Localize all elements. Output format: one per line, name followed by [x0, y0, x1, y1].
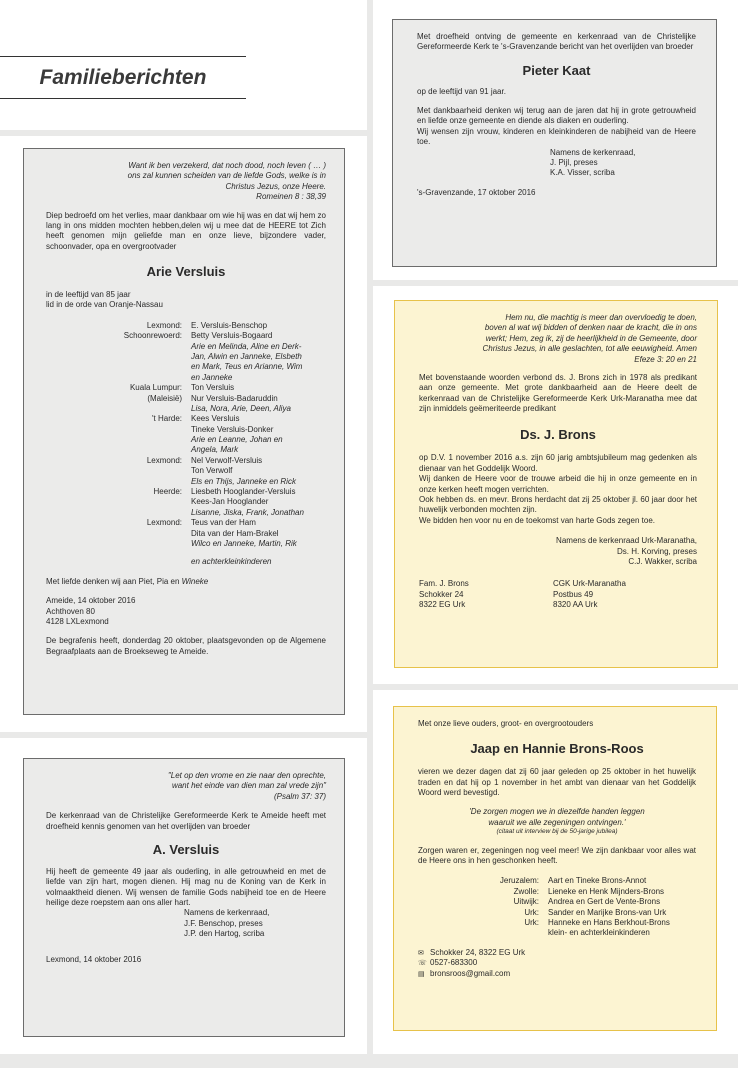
intro-text: Met droefheid ontving de gemeente en kerkenraad van de Christelijke Gereformeerde Kerk te 's-Gravenzande bericht van het overlijden van broeder [417, 32, 696, 52]
honoree-name: Ds. J. Brons [520, 426, 596, 442]
honor-text: lid in de orde van Oranje-Nassau [46, 300, 163, 310]
mail-envelope-icon: ✉ [418, 949, 424, 957]
body-text-1: op D.V. 1 november 2016 a.s. zijn 60 jarig ambtsjubileum mag gedenken als dienaar van het Goddelijk Woord. [419, 453, 697, 473]
family-row: Kuala Lumpur: Ton Versluis [129, 383, 235, 393]
family-row: Schoonrewoerd: Betty Versluis-Bogaard Arie en Melinda, Aline en Derk- Jan, Alwin en Janneke, Elsbeth en Mark, Teus en Arianne, Wim en Janneke [123, 331, 303, 382]
family-row: Lexmond: Nel Verwolf-Versluis Ton Verwolf Els en Thijs, Janneke en Rick [146, 455, 296, 486]
interview-quote: 'De zorgen mogen we in diezelfde handen leggen waaruit we alle zegeningen ontvingen.' (citaat uit interview bij de 50-jarige jubilea) [469, 807, 645, 836]
body-text: Hij heeft de gemeente 49 jaar als ouderling, in alle getrouwheid en met de liefde van zijn hart, mogen dienen. Hij mag nu de Koning van de Kerk in volmaaktheid dienen. Wij wensen de familie Gods nabijheid toe en de Heere heilige deze roepstem aan ons aller hart. [46, 866, 326, 908]
family-list [46, 321, 326, 568]
bible-quote: Hem nu, die machtig is meer dan overvloedig te doen, boven al wat wij bidden of denken naar de kracht, die in ons werkt; Hem, zeg ik, zij de heerlijkheid in de Gemeente, door Christus Jezus, in alle geslachten, tot alle eeuwigheid. Amen Efeze 3: 20 en 21 [482, 313, 697, 364]
family-row: klein- en achterkleinkinderen [548, 928, 650, 938]
funeral-text: De begrafenis heeft, donderdag 20 oktober, plaatsgevonden op de Algemene Begraafplaats aan de Broekseweg te Ameide. [46, 636, 326, 656]
age-text: op de leeftijd van 91 jaar. [417, 86, 506, 96]
deceased-name: Pieter Kaat [522, 62, 591, 78]
address-block: Ameide, 14 oktober 2016 Achthoven 80 4128 LXLexmond [46, 596, 136, 626]
deceased-name: Arie Versluis [146, 264, 226, 280]
contact-email[interactable]: ▤ bronsroos@gmail.com [418, 968, 511, 978]
date-text: Lexmond, 14 oktober 2016 [46, 954, 142, 964]
phone-icon: ☏ [418, 960, 427, 968]
family-row: Zwolle: Lieneke en Henk Mijnders-Brons [513, 886, 665, 896]
family-row: 't Harde: Kees Versluis Tineke Versluis-Donker Arie en Leanne, Johan en Angela, Mark [152, 414, 283, 455]
family-row: Lexmond: Teus van der Ham Dita van der Ham-Brakel Wilco en Janneke, Martin, Rik [146, 518, 297, 548]
jubilee-ds-brons [394, 300, 718, 668]
bible-quote: Want ik ben verzekerd, dat noch dood, noch leven ( … ) ons zal kunnen scheiden van de liefde Gods, welke is in Christus Jezus, onze Heere. Romeinen 8 : 38,39 [127, 161, 326, 202]
obituary-pieter-kaat [392, 19, 717, 267]
body-text-4: We bidden hen voor nu en de toekomst van harte Gods zegen toe. [419, 515, 656, 525]
remembrance-text: Met liefde denken wij aan Piet, Pia en Wineke [46, 576, 209, 586]
intro-text: De kerkenraad van de Christelijke Gereformeerde Kerk te Ameide heeft met droefheid kennis genomen van het overlijden van broeder [46, 811, 326, 831]
signature-block: Namens de kerkenraad, J.F. Benschop, preses J.P. den Hartog, scriba [184, 908, 270, 939]
obituary-arie-versluis [23, 148, 345, 715]
intro-text: Diep bedroefd om het verlies, maar dankbaar om wie hij was en dat wij hem zo lang in ons midden mochten hebben,delen wij u mee dat de HEERE tot Zich heeft genomen mijn geliefde man en onze lieve, bijzondere vader, schoonvader, opa en overgrootvader [46, 210, 326, 251]
signature-block: Namens de kerkenraad Urk-Maranatha, Ds. H. Korving, preses C.J. Wakker, scriba [556, 536, 697, 566]
family-row: Urk: Sander en Marijke Brons-van Urk [524, 907, 667, 917]
page-title: Familieberichten [39, 66, 207, 89]
family-row: Uitwijk: Andrea en Gert de Vente-Brons [513, 897, 661, 907]
signature-block: Namens de kerkenraad, J. Pijl, preses K.A. Visser, scriba [550, 147, 636, 178]
date-text: 's-Gravenzande, 17 oktober 2016 [417, 187, 536, 197]
body-text-2: Wij danken de Heere voor de trouwe arbeid die hij in onze gemeente en in onze kerken heeft mogen verrichten. [419, 474, 697, 494]
intro-text: Met onze lieve ouders, groot- en overgrootouders [418, 719, 594, 728]
contact-block [418, 948, 696, 979]
psalm-quote: "Let op den vrome en zie naar den oprechte, want het einde van dien man zal vrede zijn" (Psalm 37: 37) [167, 771, 326, 801]
contact-address: ✉ Schokker 24, 8322 EG Urk [418, 947, 526, 957]
deceased-name: A. Versluis [152, 841, 220, 857]
body-text-1: Met dankbaarheid denken wij terug aan de jaren dat hij in grote getrouwheid en liefde onze gemeente en diende als diaken en ouderling. [417, 106, 696, 126]
obituary-a-versluis [23, 758, 345, 1037]
body-text-3: Ook hebben ds. en mevr. Brons herdacht dat zij 25 oktober jl. 60 jaar door het huwelijk verbonden mochten zijn. [419, 494, 697, 515]
title-rule-top [0, 56, 246, 57]
thanks-text: Zorgen waren er, zegeningen nog veel meer! We zijn dankbaar voor alles wat de Heere ons in hen geschonken heeft. [418, 845, 696, 866]
family-row: (Maleisië) Nur Versluis-Badaruddin Lisa, Nora, Arie, Deen, Aliya [147, 393, 291, 413]
family-row: Jeruzalem: Aart en Tineke Brons-Annot [499, 876, 647, 886]
contact-phone: ☏ 0527-683300 [418, 958, 478, 968]
age-text: in de leeftijd van 85 jaar [46, 290, 131, 300]
computer-icon: ▤ [418, 970, 425, 978]
title-rule-bottom [0, 98, 246, 99]
couple-name: Jaap en Hannie Brons-Roos [470, 741, 644, 757]
body-text-2: Wij wensen zijn vrouw, kinderen en kleinkinderen de nabijheid van de Heere toe. [417, 126, 696, 147]
family-address: Fam. J. Brons Schokker 24 8322 EG Urk [419, 579, 469, 610]
family-row: Heerde: Liesbeth Hooglander-Versluis Kees-Jan Hooglander Lisanne, Jiska, Frank, Jonathan [153, 487, 304, 517]
church-address: CGK Urk-Maranatha Postbus 49 8320 AA Urk [553, 579, 626, 610]
body-text: vieren we dezer dagen dat zij 60 jaar geleden op 25 oktober in het huwelijk traden en dat hij op 1 november in het ambt van dienaar van het Goddelijk Woord werd bevestigd. [418, 767, 696, 798]
family-row: Lexmond: E. Versluis-Benschop [146, 320, 268, 330]
family-list [418, 876, 696, 938]
intro-text: Met bovenstaande woorden verbond ds. J. Brons zich in 1978 als predikant aan onze gemeente. Met grote dankbaarheid aan de Heere deelt de kerkenraad van de Christelijke Gereformeerde Kerk Urk-Maranatha mee dat zijn inmiddels geëmeriteerde predikant [419, 372, 697, 414]
family-row: en achterkleinkinderen [191, 557, 272, 567]
family-row: Urk: Hanneke en Hans Berkhout-Brons [524, 918, 670, 928]
anniversary-brons-roos [393, 706, 717, 1031]
address-columns [419, 579, 697, 610]
